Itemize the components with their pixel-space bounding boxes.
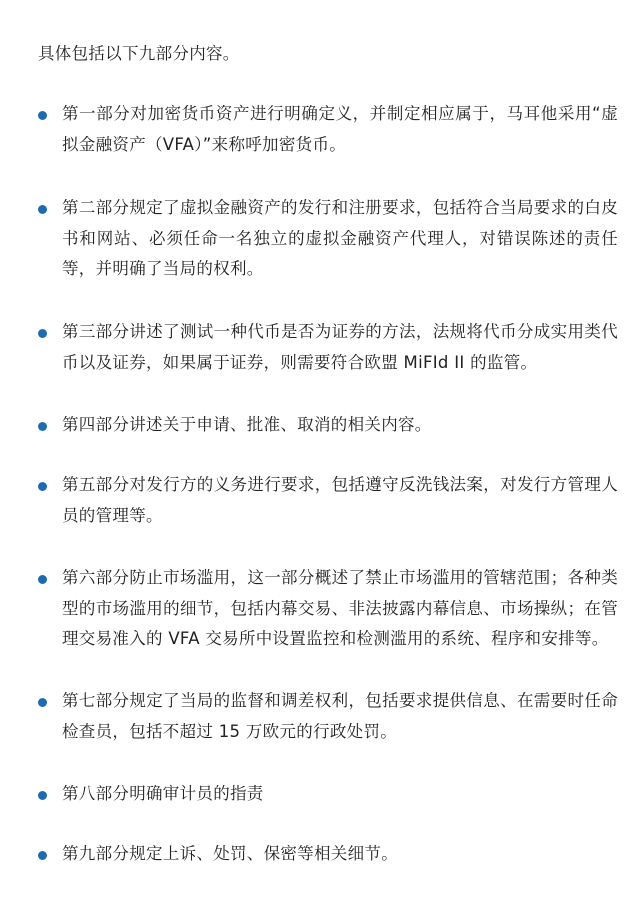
bullet-dot-icon (38, 205, 47, 214)
list-item-text: 第五部分对发行方的义务进行要求，包括遵守反洗钱法案，对发行方管理人员的管理等。 (62, 475, 618, 525)
bullet-dot-icon (38, 329, 47, 338)
list-item-text: 第九部分规定上诉、处罚、保密等相关细节。 (62, 844, 398, 863)
list-item-text: 第四部分讲述关于申请、批准、取消的相关内容。 (62, 415, 432, 434)
bullet-dot-icon (38, 791, 47, 800)
bullet-dot-icon (38, 698, 47, 707)
list-item-text: 第二部分规定了虚拟金融资产的发行和注册要求，包括符合当局要求的白皮书和网站、必须任命一名独立的虚拟金融资产代理人，对错误陈述的责任等，并明确了当局的权利。 (62, 198, 618, 278)
bullet-dot-icon (38, 422, 47, 431)
list-item-text: 第八部分明确审计员的指责 (62, 784, 264, 803)
bullet-dot-icon (38, 851, 47, 860)
intro-text: 具体包括以下九部分内容。 (38, 44, 240, 63)
bullet-dot-icon (38, 575, 47, 584)
list-item-text: 第一部分对加密货币资产进行明确定义，并制定相应属于，马耳他采用“虚拟金融资产（VFA）”来称呼加密货币。 (62, 104, 618, 154)
bullet-dot-icon (38, 482, 47, 491)
list-item-text: 第七部分规定了当局的监督和调差权利，包括要求提供信息、在需要时任命检查员，包括不超过 15 万欧元的行政处罚。 (62, 691, 618, 741)
list-item-text: 第六部分防止市场滥用，这一部分概述了禁止市场滥用的管辖范围；各种类型的市场滥用的细节，包括内幕交易、非法披露内幕信息、市场操纵；在管理交易准入的 VFA 交易所中设置监控和检测滥用的系统、程序和安排等。 (62, 568, 618, 648)
bullet-dot-icon (38, 111, 47, 120)
list-item-text: 第三部分讲述了测试一种代币是否为证券的方法，法规将代币分成实用类代币以及证券，如果属于证券，则需要符合欧盟 MiFId II 的监管。 (62, 322, 618, 372)
